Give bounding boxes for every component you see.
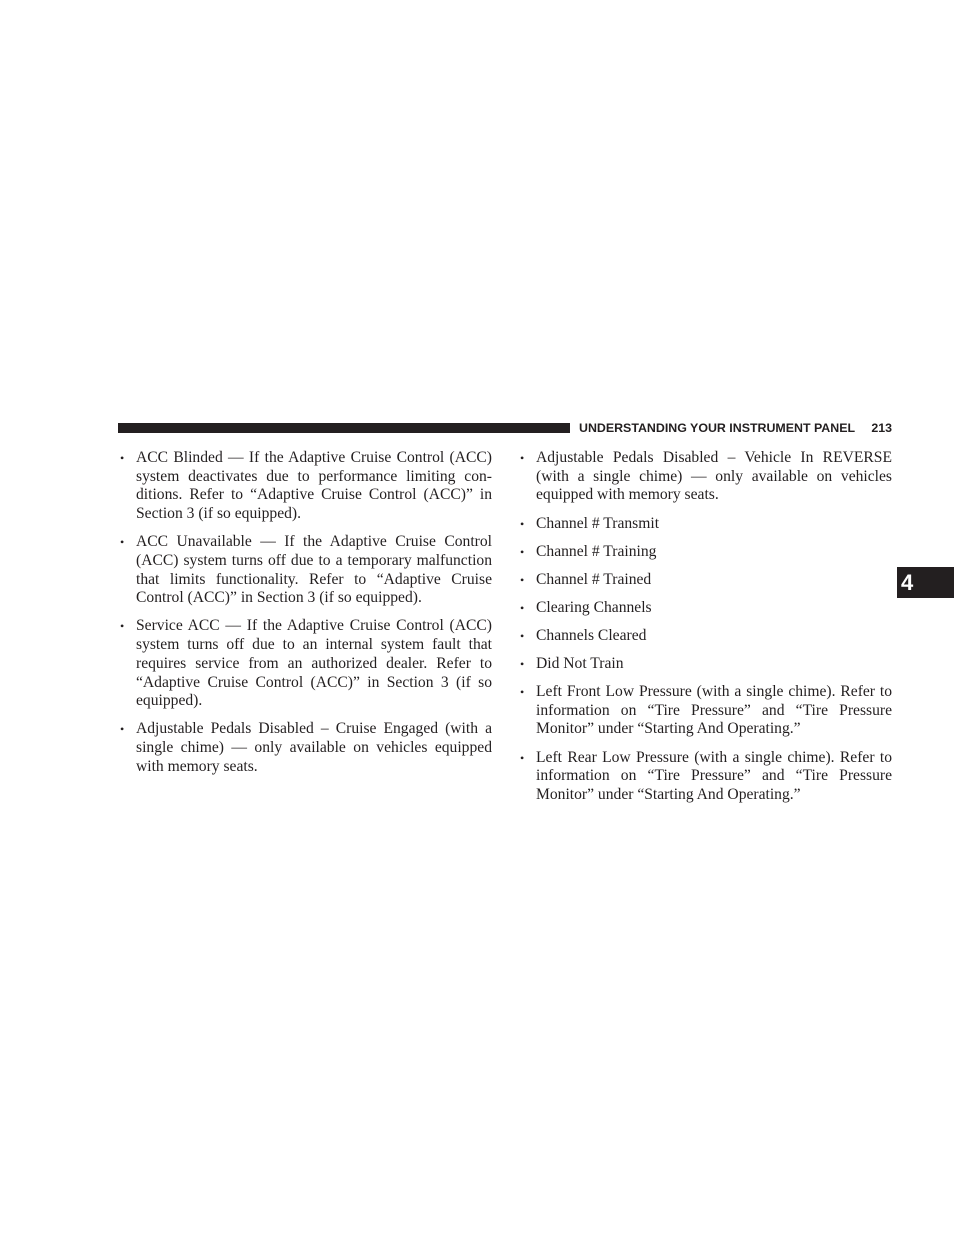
- left-column-list: [118, 449, 492, 786]
- list-item-text: Left Rear Low Pressure (with a single chime). Refer to information on “Tire Pressure” and “Tire Pressure Monitor” under “Starting And Operating.”: [536, 748, 892, 803]
- list-item: [518, 449, 892, 505]
- bullet-icon: •: [120, 535, 125, 550]
- list-item-text: Channel # Trained: [536, 570, 652, 588]
- header-rule: [118, 423, 570, 433]
- list-item-text: Adjustable Pedals Disabled – Cruise Engaged (with a single chime) — only available on vehicles equipped with memory seats.: [136, 720, 492, 775]
- list-item: [518, 599, 892, 618]
- list-item: [118, 617, 492, 711]
- bullet-icon: •: [520, 628, 525, 643]
- list-item-text: Channel # Transmit: [536, 514, 660, 532]
- list-item: [118, 533, 492, 608]
- list-item-text: ACC Blinded — If the Adaptive Cruise Control (ACC) system deactivates due to performance limiting conditions. Refer to “Adaptive Cruise Control (ACC)” in Section 3 (if so equipped).: [136, 449, 492, 523]
- bullet-icon: •: [520, 516, 525, 531]
- list-item-text: Channel # Training: [536, 542, 657, 560]
- list-item: [118, 449, 492, 524]
- list-item-text: Did Not Train: [536, 654, 624, 672]
- bullet-icon: •: [120, 619, 125, 634]
- list-item: [518, 627, 892, 646]
- list-item-text: Left Front Low Pressure (with a single chime). Refer to information on “Tire Pressure” and “Tire Pressure Monitor” under “Starting And Operating.”: [536, 683, 892, 738]
- bullet-icon: •: [520, 451, 525, 465]
- bullet-icon: •: [520, 544, 525, 559]
- bullet-icon: •: [520, 685, 525, 700]
- bullet-icon: •: [120, 451, 125, 465]
- page-number: 213: [871, 421, 892, 435]
- list-item: [118, 720, 492, 776]
- list-item-text: Channels Cleared: [536, 626, 647, 644]
- list-item-text: Adjustable Pedals Disabled – Vehicle In REVERSE (with a single chime) — only available on vehicles equipped with memory seats.: [536, 449, 892, 504]
- chapter-tab: 4: [897, 567, 954, 598]
- list-item: [518, 515, 892, 534]
- right-column-list: [518, 449, 892, 814]
- bullet-icon: •: [120, 722, 125, 737]
- list-item-text: Service ACC — If the Adaptive Cruise Control (ACC) system turns off due to an internal system fault that requires service from an authorized dealer. Refer to “Adaptive Cruise Control (ACC)” in Section 3 (if so equipped).: [136, 617, 492, 710]
- bullet-icon: •: [520, 572, 525, 587]
- list-item-text: ACC Unavailable — If the Adaptive Cruise Control (ACC) system turns off due to a temporary malfunction that limits functionality. Refer to “Adaptive Cruise Control (ACC)” in Section 3 (if so equipped).: [136, 533, 492, 607]
- list-item-text: Clearing Channels: [536, 598, 652, 616]
- bullet-icon: •: [520, 656, 525, 671]
- bullet-icon: •: [520, 600, 525, 615]
- list-item: [518, 683, 892, 739]
- list-item: [518, 655, 892, 674]
- running-header: [579, 420, 892, 436]
- list-item: [518, 543, 892, 562]
- list-item: [518, 749, 892, 805]
- list-item: [518, 571, 892, 590]
- section-title: UNDERSTANDING YOUR INSTRUMENT PANEL: [579, 421, 856, 435]
- bullet-icon: •: [520, 750, 525, 765]
